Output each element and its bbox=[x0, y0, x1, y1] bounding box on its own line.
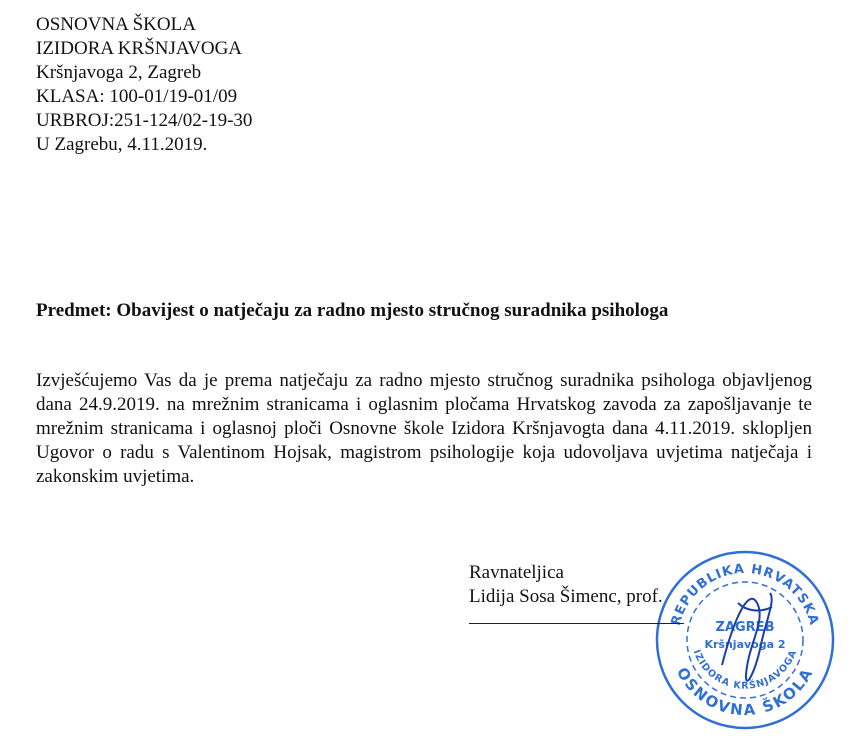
school-name-line1: OSNOVNA ŠKOLA bbox=[36, 14, 196, 35]
school-name-line2: IZIDORA KRŠNJAVOGA bbox=[36, 38, 243, 59]
stamp-city: ZAGREB bbox=[715, 620, 775, 635]
subject-line: Predmet: Obavijest o natječaju za radno mjesto stručnog suradnika psihologa bbox=[36, 300, 669, 321]
stamp-bottom-text: OSNOVNA ŠKOLA bbox=[672, 664, 818, 720]
urbroj-number: URBROJ:251-124/02-19-30 bbox=[36, 110, 253, 131]
handwritten-signature bbox=[722, 593, 772, 681]
stamp-top-text: REPUBLIKA HRVATSKA bbox=[668, 561, 822, 628]
body-paragraph: Izvješćujemo Vas da je prema natječaju za radno mjesto stručnog suradnika psihologa objavljenog dana 24.9.2019. na mrežnim stranicama i oglasnim pločama Hrvatskog zavoda za zapošljavanje te mrežnim stranicama i oglasnoj ploči Osnovne škole Izidora Kršnjavogta dana 4.11.2019. sklopljen Ugovor o radu s Valentinom Hojsak, magistrom psihologije koja udovoljava uvjetima natječaja i zakonskim uvjetima. bbox=[36, 370, 812, 487]
signature-line bbox=[469, 623, 684, 624]
letterhead bbox=[36, 13, 252, 157]
signatory-role: Ravnateljica bbox=[469, 562, 564, 583]
signature-block bbox=[469, 561, 663, 609]
stamp-inner-bottom-text: IZIDORA KRŠNJAVOGA bbox=[690, 648, 800, 692]
school-address: Kršnjavoga 2, Zagreb bbox=[36, 62, 202, 83]
signatory-name: Lidija Sosa Šimenc, prof. bbox=[469, 586, 663, 607]
official-stamp bbox=[650, 545, 840, 735]
place-and-date: U Zagrebu, 4.11.2019. bbox=[36, 134, 208, 155]
klasa-number: KLASA: 100-01/19-01/09 bbox=[36, 86, 238, 107]
stamp-street: Kršnjavoga 2 bbox=[704, 638, 786, 651]
